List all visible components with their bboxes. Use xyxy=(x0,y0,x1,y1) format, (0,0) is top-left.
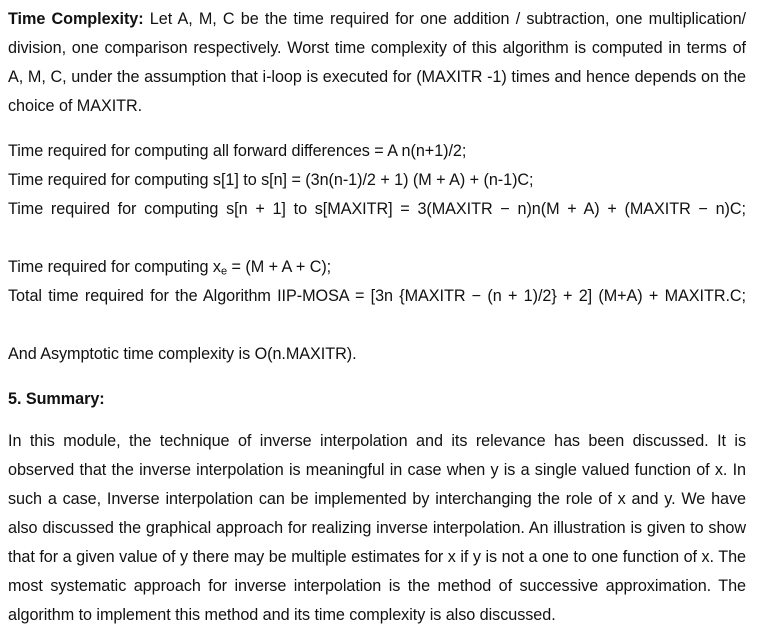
summary-paragraph: In this module, the technique of inverse interpolation and its relevance has been discussed. It is observed that the inverse interpolation is meaningful in case when y is a single valued function of x. In such a case, Inverse interpolation can be implemented by interchanging the role of x and y. We have also discussed the graphical approach for realizing inverse interpolation. An illustration is given to show that for a given value of y there may be multiple estimates for x if y is not a one to one function of x. The most systematic approach for inverse interpolation is the method of successive approximation. The algorithm to implement this method and its time complexity is also discussed. xyxy=(8,432,746,624)
formula-list xyxy=(8,137,746,369)
time-complexity-label: Time Complexity: xyxy=(8,10,144,28)
formula-s1-to-sn: Time required for computing s[1] to s[n] = (3n(n-1)/2 + 1) (M + A) + (n-1)C; xyxy=(8,171,534,189)
formula-forward-differences: Time required for computing all forward differences = A n(n+1)/2; xyxy=(8,142,467,160)
formula-xe xyxy=(8,253,746,282)
time-complexity-body: Let A, M, C be the time required for one addition / subtraction, one multiplication/ division, one comparison respectively. Worst time complexity of this algorithm is computed in terms of A, M, C, under the assumption that i-loop is executed for (MAXITR -1) times and hence depends on the choice of MAXITR. xyxy=(8,10,746,115)
formula-asymptotic: And Asymptotic time complexity is O(n.MAXITR). xyxy=(8,345,357,363)
time-complexity-paragraph xyxy=(8,0,746,121)
formula-xe-subscript: e xyxy=(220,265,228,278)
summary-heading: 5. Summary: xyxy=(8,390,105,408)
formula-total-time: Total time required for the Algorithm IIP-MOSA = [3n {MAXITR − (n + 1)/2} + 2] (M+A) + MAXITR.C; xyxy=(8,287,746,305)
formula-xe-prefix: Time required for computing x xyxy=(8,258,221,276)
formula-xe-suffix: = (M + A + C); xyxy=(227,258,332,276)
spacer-after-time-complexity xyxy=(8,121,746,137)
formula-sn1-to-smaxitr: Time required for computing s[n + 1] to s[MAXITR] = 3(MAXITR − n)n(M + A) + (MAXITR − n)C; xyxy=(8,200,746,218)
spacer-before-summary xyxy=(8,369,746,385)
spacer-after-summary-heading xyxy=(8,414,746,427)
